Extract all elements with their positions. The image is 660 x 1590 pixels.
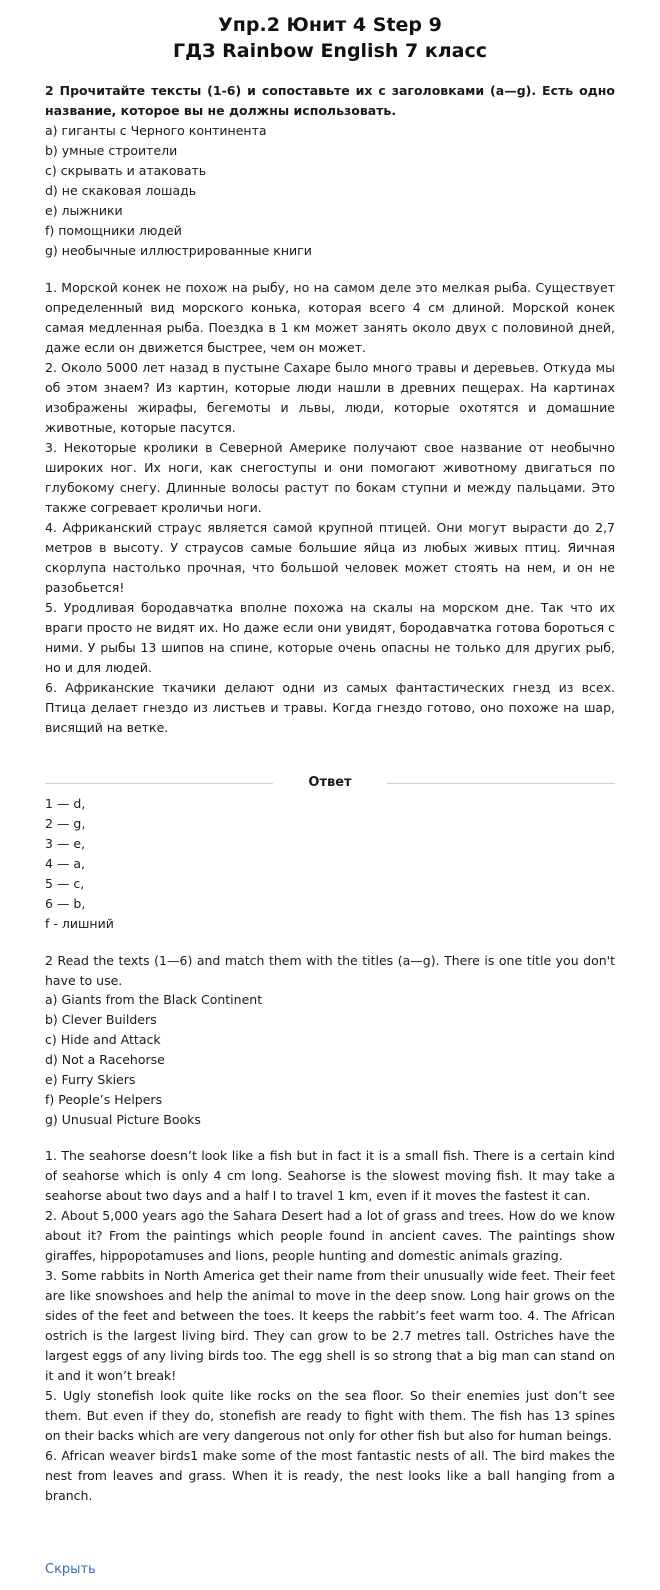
ru-option: a) гиганты с Черного континента (45, 123, 267, 138)
divider-line-right (387, 783, 615, 784)
en-text-paragraph: 6. African weaver birds1 make some of the most fantastic nests of all. The bird makes the nest from leaves and grass. When it is ready, the nest looks like a ball hanging from a branch. (45, 1448, 615, 1503)
ru-option: b) умные строители (45, 143, 178, 158)
ru-option: g) необычные иллюстрированные книги (45, 243, 312, 258)
en-text-paragraph: 1. The seahorse doesn’t look like a fish but in fact it is a small fish. There is a certain kind of seahorse which is only 4 cm long. Seahorse is the slowest moving fish. It may take a seahorse about two days and a half I to travel 1 km, even if it moves the fastest it can. (45, 1148, 615, 1203)
ru-text-paragraph: 3. Некоторые кролики в Северной Америке получают свое название от необычно широких ног. Их ноги, как снегоступы и они помогают животному двигаться по глубокому снегу. Длинные волосы растут по бокам ступни и между пальцами. Это также согревает кроличьи ноги. (45, 440, 615, 515)
en-text-paragraph: 5. Ugly stonefish look quite like rocks on the sea floor. So their enemies just don’t see them. But even if they do, stonefish are ready to fight with them. The fish has 13 spines on their backs which are very dangerous not only for other fish but also for human beings. (45, 1388, 615, 1443)
answer-line: 1 — d, (45, 796, 86, 811)
ru-texts (45, 278, 615, 738)
answer-line: 6 — b, (45, 896, 86, 911)
answer-line: 5 — c, (45, 876, 85, 891)
ru-text-paragraph: 5. Уродливая бородавчатка вполне похожа на скалы на морском дне. Так что их враги просто не видят их. Но даже если они увидят, бородавчатка готова бороться с ними. У рыбы 13 шипов на спине, которые очень опасны не только для других рыб, но и для людей. (45, 600, 615, 675)
answer-line: 2 — g, (45, 816, 86, 831)
answer-heading: Ответ (308, 775, 352, 790)
answer-list (45, 794, 615, 934)
en-text-paragraph: 2. About 5,000 years ago the Sahara Desert had a lot of grass and trees. How do we know about it? From the paintings which people found in ancient caves. The paintings show giraffes, hippopotamuses and lions, people hunting and domestic animals grazing. (45, 1208, 615, 1263)
ru-text-paragraph: 1. Морской конек не похож на рыбу, но на самом деле это мелкая рыба. Существует определенный вид морского конька, которая всего 4 см длиной. Морской конек самая медленная рыба. Поездка в 1 км может занять около двух с половиной дней, даже если он движется быстрее, чем он может. (45, 280, 615, 355)
en-option: a) Giants from the Black Continent (45, 992, 263, 1007)
ru-option: e) лыжники (45, 203, 123, 218)
en-text-paragraph: 3. Some rabbits in North America get their name from their unusually wide feet. Their feet are like snowshoes and help the animal to move in the deep snow. Long hair grows on the sides of the feet and between the toes. It keeps the rabbit’s feet warm too. 4. The African ostrich is the largest living bird. They can grow to be 2.7 metres tall. Ostriches have the largest eggs of any living birds too. The egg shell is so strong that a big man can stand on it and it won’t break! (45, 1268, 615, 1383)
ru-option: c) скрывать и атаковать (45, 163, 207, 178)
answer-line: 3 — e, (45, 836, 86, 851)
ru-text-paragraph: 6. Африканские ткачики делают одни из самых фантастических гнезд из всех. Птица делает гнездо из листьев и травы. Когда гнездо готово, оно похоже на шар, висящий на ветке. (45, 680, 615, 735)
ru-text-paragraph: 2. Около 5000 лет назад в пустыне Сахаре было много травы и деревьев. Откуда мы об этом знаем? Из картин, которые люди нашли в древних пещерах. На картинах изображены жирафы, бегемоты и львы, люди, которые охотятся и домашние животные, которые пасутся. (45, 360, 615, 435)
en-option: f) People’s Helpers (45, 1092, 163, 1107)
en-task: 2 Read the texts (1—6) and match them with the titles (a—g). There is one title you don't have to use. (45, 953, 615, 988)
page-subtitle: ГДЗ Rainbow English 7 класс (172, 40, 488, 62)
en-option: d) Not a Racehorse (45, 1052, 165, 1067)
hide-link[interactable]: Скрыть (45, 1562, 96, 1577)
ru-options-list (45, 121, 615, 261)
en-texts (45, 1146, 615, 1506)
ru-option: d) не скаковая лошадь (45, 183, 197, 198)
en-option: g) Unusual Picture Books (45, 1112, 201, 1127)
ru-task: 2 Прочитайте тексты (1-6) и сопоставьте их с заголовками (a—g). Есть одно название, которое вы не должны использовать. (45, 83, 615, 118)
answer-line: f - лишний (45, 916, 114, 931)
ru-option: f) помощники людей (45, 223, 182, 238)
page-title: Упр.2 Юнит 4 Step 9 (218, 14, 442, 36)
en-option: b) Clever Builders (45, 1012, 157, 1027)
en-option: c) Hide and Attack (45, 1032, 161, 1047)
en-option: e) Furry Skiers (45, 1072, 136, 1087)
answer-divider (45, 773, 615, 793)
en-options-list (45, 990, 615, 1130)
answer-line: 4 — a, (45, 856, 86, 871)
ru-text-paragraph: 4. Африканский страус является самой крупной птицей. Они могут вырасти до 2,7 метров в высоту. У страусов самые большие яйца из любых живых птиц. Яичная скорлупа настолько прочная, что большой человек может стоять на нем, и он не разобьется! (45, 520, 615, 595)
